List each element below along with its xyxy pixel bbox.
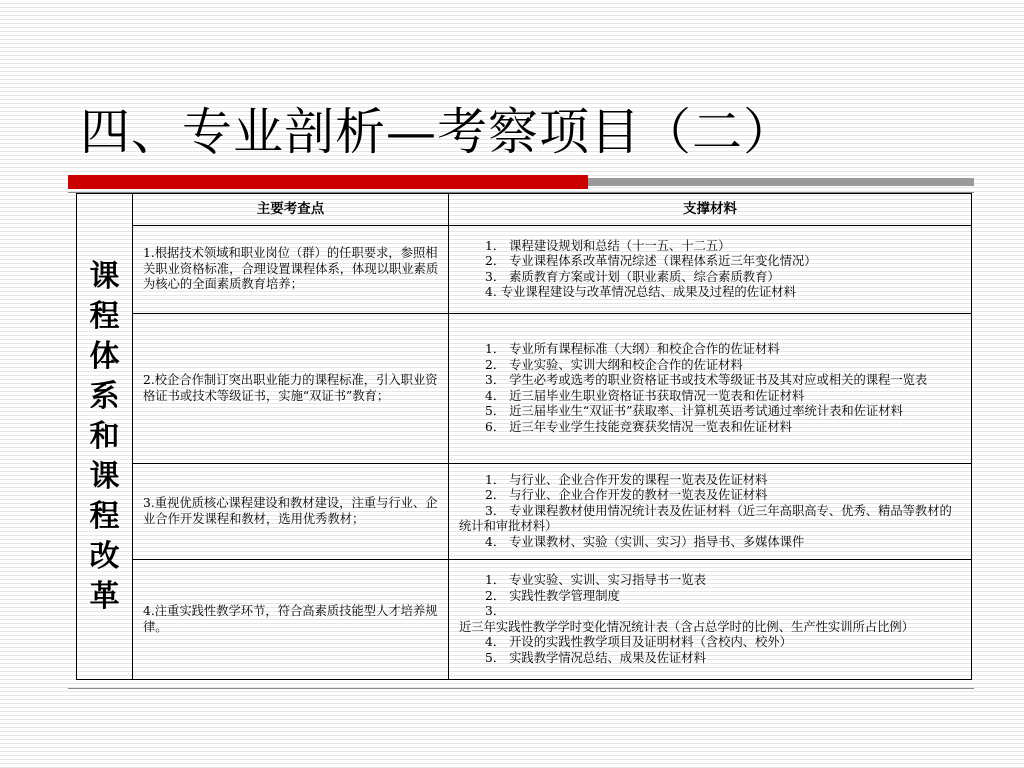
review-point: 2.校企合作制订突出职业能力的课程标准，引入职业资格证书或技术等级证书，实施“双证书”教育；	[133, 314, 449, 464]
support-item-number: 1．	[485, 472, 506, 487]
support-item-text: 开设的实践性教学项目及证明材料（含校内、校外）	[509, 635, 792, 649]
support-item-text: 与行业、企业合作开发的课程一览表及佐证材料	[509, 472, 768, 487]
table-row	[77, 226, 972, 314]
support-item-number: 2．	[485, 588, 506, 603]
support-item-text: 近三年实践性教学学时变化情况统计表（含占总学时的比例、生产性实训所占比例）	[459, 619, 914, 634]
support-item-text: 专业实验、实训大纲和校企合作的佐证材料	[509, 357, 743, 372]
review-point: 1.根据技术领域和职业岗位（群）的任职要求，参照相关职业资格标准，合理设置课程体系，体现以职业素质为核心的全面素质教育培养；	[133, 226, 449, 314]
support-item	[459, 342, 963, 358]
support-item	[459, 488, 963, 504]
support-item-text: 课程建设规划和总结（十一五、十二五）	[509, 238, 731, 253]
support-item	[459, 504, 963, 535]
side-label	[77, 194, 133, 680]
support-item	[459, 270, 963, 286]
support-item	[459, 358, 963, 374]
support-item	[459, 589, 963, 605]
support-item	[459, 285, 963, 301]
support-materials	[449, 560, 972, 680]
support-item-number: 4．	[485, 635, 506, 649]
support-materials	[449, 464, 972, 560]
support-item-number: 4．	[485, 534, 506, 549]
support-item	[459, 635, 963, 651]
support-item-number: 2．	[485, 254, 506, 268]
support-item	[459, 473, 963, 489]
support-item-text: 素质教育方案或计划（职业素质、综合素质教育）	[509, 269, 780, 284]
support-item	[459, 389, 963, 405]
support-item-text: 专业课程体系改革情况综述（课程体系近三年变化情况）	[509, 254, 817, 268]
support-materials	[449, 226, 972, 314]
side-label-char: 程	[89, 498, 120, 534]
support-item-number: 3．	[485, 604, 506, 618]
support-item-number: 1．	[485, 238, 506, 253]
support-item	[459, 404, 963, 420]
support-item	[459, 535, 963, 551]
support-item-text: 实践教学情况总结、成果及佐证材料	[509, 650, 706, 665]
support-item	[459, 573, 963, 589]
support-item-number: 6．	[485, 419, 506, 434]
support-item	[459, 254, 963, 270]
side-label-char: 体	[89, 338, 120, 374]
support-item-number: 4．	[485, 388, 506, 403]
support-item	[459, 373, 963, 389]
side-label-char: 程	[89, 298, 120, 334]
side-label-char: 课	[89, 458, 120, 494]
support-item	[459, 604, 963, 635]
support-item-number: 3．	[485, 269, 506, 284]
table-header-row	[77, 194, 972, 226]
review-table	[76, 193, 972, 680]
review-point: 3.重视优质核心课程建设和教材建设，注重与行业、企业合作开发课程和教材，选用优秀教材；	[133, 464, 449, 560]
header-main-points: 主要考查点	[133, 194, 449, 226]
support-item-text: 近三届毕业生“双证书”获取率、计算机英语考试通过率统计表和佐证材料	[509, 404, 903, 418]
support-item-number: 1．	[485, 342, 506, 356]
support-item-text: 与行业、企业合作开发的教材一览表及佐证材料	[509, 488, 768, 503]
table-row	[77, 560, 972, 680]
support-materials	[449, 314, 972, 464]
support-item-number: 1．	[485, 573, 506, 587]
support-item	[459, 420, 963, 436]
table-row	[77, 464, 972, 560]
support-item	[459, 651, 963, 667]
support-item-number: 5．	[485, 404, 506, 418]
support-item-text: 近三届毕业生职业资格证书获取情况一览表和佐证材料	[509, 388, 805, 403]
support-item-text: 学生必考或选考的职业资格证书或技术等级证书及其对应或相关的课程一览表	[509, 373, 928, 387]
title-underline-gray	[588, 178, 974, 186]
header-support-materials: 支撑材料	[449, 194, 972, 226]
support-item-number: 5．	[485, 650, 506, 665]
support-item	[459, 239, 963, 255]
bottom-rule	[68, 688, 974, 689]
side-label-char: 革	[89, 578, 120, 614]
support-item-text: 专业课程建设与改革情况总结、成果及过程的佐证材料	[500, 285, 796, 299]
side-label-char: 课	[89, 258, 120, 294]
side-label-char: 和	[89, 418, 120, 454]
review-point: 4.注重实践性教学环节，符合高素质技能型人才培养规律。	[133, 560, 449, 680]
support-item-number: 3．	[485, 373, 506, 387]
table-row	[77, 314, 972, 464]
support-item-text: 专业课程教材使用情况统计表及佐证材料（近三年高职高专、优秀、精品等教材的统计和审批材料）	[459, 503, 952, 534]
support-item-text: 近三年专业学生技能竞赛获奖情况一览表和佐证材料	[509, 419, 792, 434]
support-item-number: 3．	[485, 503, 506, 518]
title-underline-red	[68, 175, 588, 189]
side-label-char: 系	[89, 378, 120, 414]
support-item-text: 实践性教学管理制度	[509, 588, 620, 603]
support-item-text: 专业实验、实训、实习指导书一览表	[509, 573, 706, 587]
page-title: 四、专业剖析—考察项目（二）	[80, 103, 794, 161]
support-item-number: 2．	[485, 488, 506, 503]
support-item-number: 4.	[485, 285, 497, 299]
support-item-number: 2．	[485, 357, 506, 372]
side-label-char: 改	[89, 538, 120, 574]
support-item-text: 专业所有课程标准（大纲）和校企合作的佐证材料	[509, 342, 780, 356]
support-item-text: 专业课教材、实验（实训、实习）指导书、多媒体课件	[509, 534, 805, 549]
